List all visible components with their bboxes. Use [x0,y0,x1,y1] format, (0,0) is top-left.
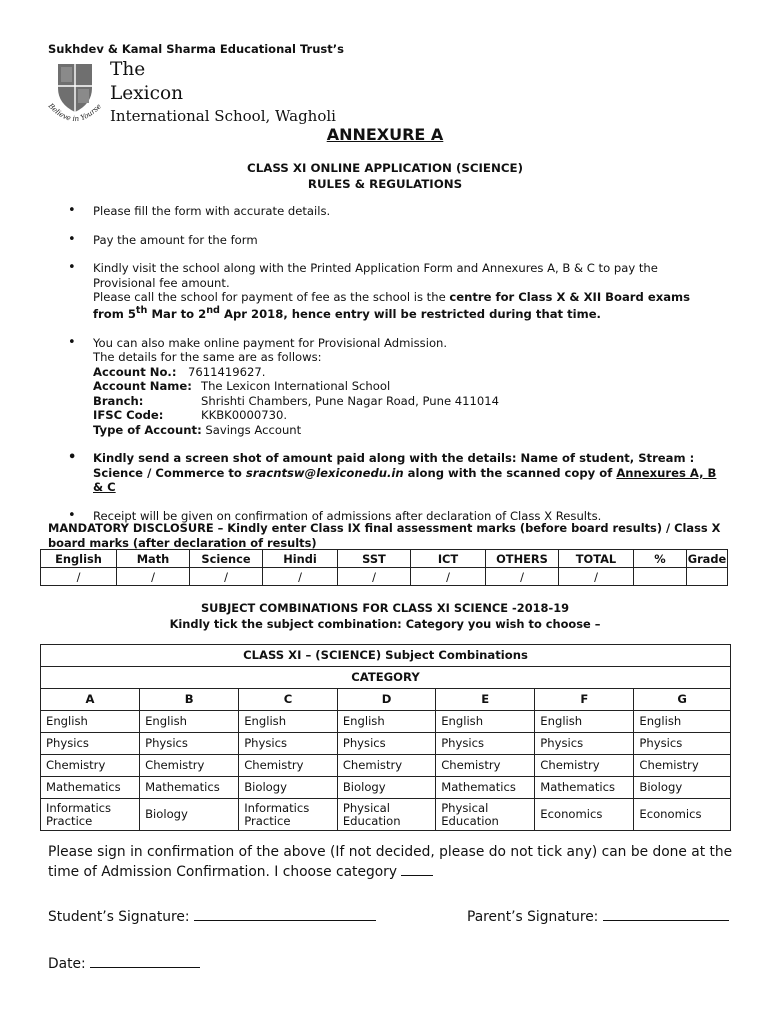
combo-body [41,711,731,831]
marks-cell[interactable]: / [41,568,117,586]
combo-table-title: CLASS XI – (SCIENCE) Subject Combinations [41,645,731,667]
combo-subject-cell: English [634,711,731,733]
combo-subject-cell: English [140,711,239,733]
marks-header: Science [190,550,263,568]
account-number: 7611419627. [188,364,266,379]
rule-item [60,204,720,219]
category-blank[interactable] [401,861,433,876]
section-heading [0,160,770,192]
application-heading: CLASS XI ONLINE APPLICATION (SCIENCE) [247,161,523,175]
annexures-text: Annexures A, B & C [93,465,717,495]
rule-item [60,451,720,495]
rule-item [60,261,720,322]
combo-subject-cell: English [41,711,140,733]
rule-text-part: Please call the school for payment of fee as the school is the [93,290,450,304]
ifsc-code: KKBK0000730. [201,408,288,423]
account-name-label: Account Name: [93,379,192,394]
marks-cell[interactable]: / [338,568,411,586]
marks-header: % [634,550,687,568]
rule-item [60,336,720,438]
email-link[interactable]: sracntsw@lexiconedu.in [245,465,404,480]
parent-signature-label: Parent’s Signature: [467,909,599,925]
marks-cell[interactable]: / [263,568,338,586]
combo-subject-cell: Mathematics [535,777,634,799]
marks-header: Grade [687,551,727,566]
combo-subject-cell: English [436,711,535,733]
combo-subject-cell: Biology [239,777,338,799]
combo-subject-cell: Chemistry [436,755,535,777]
combo-subject-cell: Biology [140,799,239,831]
combo-subject-cell: Physics [140,733,239,755]
combo-subject-cell: Mathematics [140,777,239,799]
combo-category-b[interactable]: B [140,689,239,711]
rule-text: Please fill the form with accurate details. [93,204,331,218]
combo-subject-cell: Economics [535,799,634,831]
date-line[interactable] [90,953,200,968]
combinations-table [40,644,731,831]
mandatory-disclosure: MANDATORY DISCLOSURE – Kindly enter Class IX final assessment marks (before board results) / Class X board marks (after declaration of results) [48,521,721,550]
account-type-label: Type of Account: [93,422,202,437]
rule-text: Receipt will be given on confirmation of admissions after declaration of Class X Results. [93,508,602,523]
combo-subject-cell: Chemistry [140,755,239,777]
combo-row [41,799,731,831]
branch-label: Branch: [93,393,144,408]
marks-cell[interactable] [687,568,728,586]
rule-text: Pay the amount for the form [93,232,258,247]
svg-text:Believe in Yourself: Believe in Yourse [46,101,103,124]
combo-subject-cell: Mathematics [436,777,535,799]
branch: Shrishti Chambers, Pune Nagar Road, Pune 411014 [201,393,500,408]
date-field [48,953,200,972]
combo-subject-cell: English [535,711,634,733]
ifsc-row [93,408,720,423]
combo-category-f[interactable]: F [535,689,634,711]
combo-subject-cell: English [239,711,338,733]
marks-cell[interactable] [634,568,687,586]
combo-subject-cell: Physics [535,733,634,755]
rule-text-part: along with the scanned copy of [403,465,617,480]
marks-header-row [41,550,728,568]
combo-row [41,755,731,777]
marks-cell[interactable]: / [486,568,559,586]
combo-subject-cell: Physics [337,733,435,755]
combo-subject-cell: English [337,711,435,733]
combo-subject-cell: Mathematics [41,777,140,799]
combo-category-e[interactable]: E [436,689,535,711]
combo-subject-cell: Economics [634,799,731,831]
marks-cell[interactable]: / [190,568,263,586]
rule-text-part: Apr 2018, hence entry will be restricted during that time. [219,307,601,322]
superscript: th [135,305,148,317]
marks-cell[interactable]: / [117,568,190,586]
school-name-line1: The [110,59,146,80]
student-signature-label: Student’s Signature: [48,909,190,925]
parent-signature-line[interactable] [603,906,729,921]
marks-header: English [41,550,117,568]
combo-category-g[interactable]: G [634,689,731,711]
date-label: Date: [48,956,86,972]
school-logo [44,60,106,130]
student-signature [48,906,376,925]
account-number-label: Account No.: [93,364,177,379]
rule-text-part: centre for Class X & XII Board exams from 5 [93,290,690,322]
parent-signature [467,906,729,925]
combo-subject-cell: Physics [41,733,140,755]
confirmation-text [48,843,738,881]
page-title: ANNEXURE A [326,125,444,144]
rule-item [60,233,720,248]
marks-table [40,549,728,586]
confirmation-sentence: Please sign in confirmation of the above (If not decided, please do not tick any) can be done at the time of Admission Confirmation. I choose category [48,844,733,880]
combo-subject-cell: Biology [634,777,731,799]
combo-subject-cell: Chemistry [634,755,731,777]
combo-subject-cell: Chemistry [535,755,634,777]
account-name: The Lexicon International School [201,379,391,394]
account-number-row [93,365,720,380]
combo-subject-cell: Biology [337,777,435,799]
marks-header: OTHERS [486,550,559,568]
rules-heading: RULES & REGULATIONS [307,177,463,191]
marks-cell[interactable]: / [411,568,486,586]
school-name-line3: International School, Wagholi [110,107,336,125]
rule-text-part: Kindly send a screen shot of amount paid along with the details: Name of student, Stream : Science / Commerce to [93,451,695,480]
combo-category-row [41,667,731,689]
marks-entry-row [41,568,728,586]
superscript: nd [206,305,220,317]
rule-text: • You can also make online payment for Provisional Admission. [93,335,448,350]
combo-cats-row [41,689,731,711]
combo-subject-cell: Physics [634,733,731,755]
branch-row [93,394,720,409]
combo-row [41,777,731,799]
account-type: Savings Account [205,422,302,437]
school-name [110,58,336,126]
rule-text-part: Mar to 2 [147,307,207,322]
combo-subject-cell: Informatics Practice [239,799,338,831]
combo-subject-cell: Chemistry [239,755,338,777]
rule-text: The details for the same are as follows: [93,350,322,365]
combinations-instruction: Kindly tick the subject combination: Category you wish to choose – [169,617,601,631]
combo-subject-cell: Chemistry [337,755,435,777]
ifsc-label: IFSC Code: [93,408,164,423]
combo-row [41,711,731,733]
combinations-heading [0,600,770,632]
combo-category-c[interactable]: C [239,689,338,711]
combo-row [41,733,731,755]
combo-category-a[interactable]: A [41,689,140,711]
school-name-line2: Lexicon [110,83,183,104]
rule-text [93,290,720,322]
marks-header: Hindi [263,550,338,568]
marks-header: ICT [411,550,486,568]
combo-subject-cell: Physical Education [436,799,535,831]
combo-title-row [41,645,731,667]
combo-subject-cell: Physics [239,733,338,755]
marks-cell[interactable]: / [559,568,634,586]
rules-list [60,204,720,537]
account-name-row [93,379,720,394]
combo-subject-cell: Physical Education [337,799,435,831]
marks-header: TOTAL [559,550,634,568]
combinations-title: SUBJECT COMBINATIONS FOR CLASS XI SCIENCE -2018-19 [200,601,570,615]
account-type-row [93,423,720,438]
rule-text: • Kindly visit the school along with the Printed Application Form and Annexures A, B & C to pay the Provisional fee amount. [93,261,658,290]
trust-name: Sukhdev & Kamal Sharma Educational Trust’s [48,42,344,56]
student-signature-line[interactable] [194,906,376,921]
combo-subject-cell: Informatics Practice [41,799,140,831]
marks-header: SST [338,550,411,568]
combo-category-d[interactable]: D [337,689,435,711]
combo-subject-cell: Chemistry [41,755,140,777]
combo-category-label: CATEGORY [41,667,731,689]
marks-header: Math [117,550,190,568]
combo-subject-cell: Physics [436,733,535,755]
